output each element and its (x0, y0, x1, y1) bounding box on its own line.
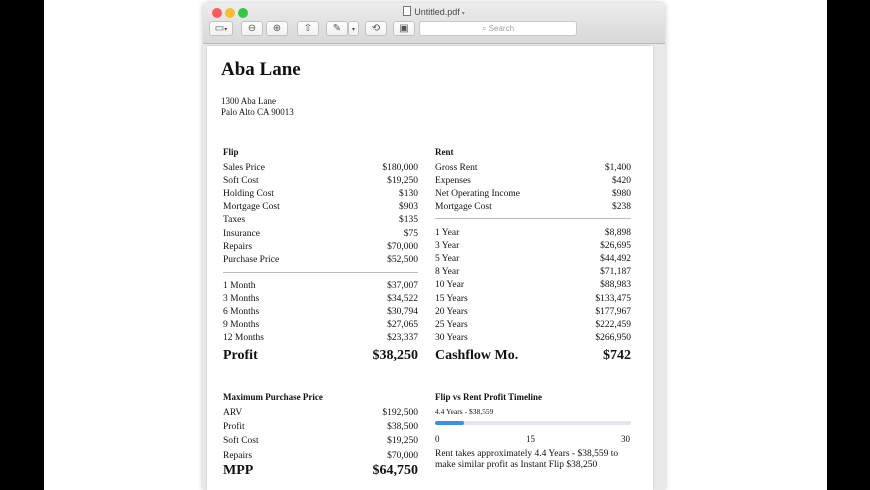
flip-profit-label: Profit (223, 348, 258, 363)
mpp-row (223, 435, 418, 448)
rent-cost-row (435, 201, 631, 214)
zoom-in-icon: ⊕ (272, 23, 282, 34)
toolbox-icon: ▣ (399, 23, 409, 34)
rent-year-row (435, 227, 631, 240)
timeline-progress-fill (435, 421, 464, 425)
rent-year-value: $266,950 (595, 332, 631, 343)
rent-year-label: 15 Years (435, 293, 468, 304)
preview-window (203, 3, 665, 490)
flip-month-label: 3 Months (223, 294, 260, 305)
timeline-tick-mid: 15 (526, 434, 535, 444)
rent-year-row (435, 332, 631, 345)
timeline-title: Flip vs Rent Profit Timeline (435, 392, 542, 402)
pdf-page (207, 46, 653, 490)
rent-year-row (435, 293, 631, 306)
mpp-total-label: MPP (223, 463, 254, 478)
rent-cost-value: $980 (612, 189, 631, 200)
flip-cost-value: $52,500 (387, 254, 418, 265)
rent-year-row (435, 253, 631, 266)
flip-cost-value: $180,000 (382, 163, 418, 173)
zoom-out-icon: ⊖ (247, 23, 257, 34)
rotate-button[interactable] (365, 21, 387, 36)
rent-year-row (435, 240, 631, 253)
flip-cost-value: $70,000 (387, 241, 418, 252)
rent-year-label: 3 Year (435, 241, 460, 252)
chevron-down-icon: ▾ (461, 11, 465, 17)
window-title[interactable] (203, 6, 665, 17)
flip-month-value: $23,337 (387, 333, 418, 344)
rent-year-row (435, 279, 631, 292)
sidebar-toggle-button[interactable] (209, 21, 233, 36)
flip-cost-label: Repairs (223, 241, 253, 252)
rent-year-row (435, 319, 631, 332)
flip-profit-total (223, 347, 418, 365)
flip-month-row (223, 319, 418, 332)
flip-cost-row (223, 201, 418, 214)
flip-cost-row (223, 254, 418, 267)
rent-year-value: $222,459 (595, 319, 631, 330)
rent-year-label: 30 Years (435, 332, 468, 343)
rent-cost-label: Net Operating Income (435, 189, 520, 200)
timeline-tick-start: 0 (435, 434, 440, 444)
rent-cashflow-value: $742 (603, 348, 631, 363)
flip-month-label: 9 Months (223, 320, 260, 331)
letterbox-right (827, 0, 870, 490)
flip-cost-value: $19,250 (387, 176, 418, 187)
flip-cost-label: Soft Cost (223, 176, 259, 187)
document-icon (403, 6, 411, 16)
rent-year-row (435, 266, 631, 279)
rent-cashflow-total (435, 347, 631, 365)
mpp-label: Repairs (223, 450, 253, 461)
flip-cost-row (223, 188, 418, 201)
mpp-row (223, 421, 418, 434)
search-icon: ⌕ (481, 24, 487, 33)
flip-cost-label: Holding Cost (223, 189, 274, 200)
rent-year-value: $26,695 (600, 241, 631, 252)
markup-menu-button[interactable] (348, 21, 359, 36)
flip-month-row (223, 306, 418, 319)
rent-year-value: $8,898 (604, 228, 631, 238)
rent-year-label: 1 Year (435, 228, 460, 238)
search-placeholder: Search (488, 24, 515, 33)
markup-button[interactable] (326, 21, 348, 36)
rent-cost-label: Gross Rent (435, 163, 478, 173)
flip-month-value: $30,794 (387, 307, 418, 318)
mpp-row (223, 450, 418, 463)
flip-cost-label: Purchase Price (223, 254, 280, 265)
flip-cost-value: $130 (399, 189, 418, 200)
mpp-value: $192,500 (382, 408, 418, 418)
rent-year-label: 25 Years (435, 319, 468, 330)
flip-cost-value: $135 (399, 215, 418, 226)
mpp-total-value: $64,750 (372, 463, 418, 478)
rent-year-label: 20 Years (435, 306, 468, 317)
zoom-out-button[interactable] (241, 21, 263, 36)
flip-cost-label: Sales Price (223, 163, 265, 173)
rent-year-label: 8 Year (435, 267, 460, 278)
rent-year-value: $88,983 (600, 280, 631, 291)
flip-cost-row (223, 214, 418, 227)
flip-divider (223, 272, 418, 273)
mpp-label: ARV (223, 408, 243, 418)
rent-cost-value: $420 (612, 176, 631, 187)
flip-month-value: $37,007 (387, 281, 418, 291)
timeline-tick-end: 30 (621, 434, 630, 444)
pen-icon: ✎ (332, 23, 342, 34)
rent-year-value: $71,187 (600, 267, 631, 278)
flip-profit-value: $38,250 (372, 348, 418, 363)
rent-year-row (435, 306, 631, 319)
chevron-down-icon: ▾ (351, 27, 355, 33)
rent-cost-label: Mortgage Cost (435, 202, 492, 213)
rent-year-value: $44,492 (600, 254, 631, 265)
zoom-in-button[interactable] (266, 21, 288, 36)
rent-cost-row (435, 175, 631, 188)
mpp-row (223, 407, 418, 420)
rent-divider (435, 218, 631, 219)
flip-cost-row (223, 241, 418, 254)
rent-cost-value: $1,400 (604, 163, 631, 173)
document-title: Aba Lane (221, 59, 301, 80)
mpp-label: Profit (223, 422, 245, 433)
mpp-value: $19,250 (387, 436, 418, 447)
letterbox-left (0, 0, 44, 490)
mpp-label: Soft Cost (223, 436, 259, 447)
mpp-value: $38,500 (387, 422, 418, 433)
flip-month-label: 1 Month (223, 281, 256, 291)
rent-cost-row (435, 162, 631, 175)
rent-year-label: 5 Year (435, 254, 460, 265)
timeline-caption: 4.4 Years - $38,559 (435, 407, 494, 416)
flip-month-value: $34,522 (387, 294, 418, 305)
address-line-1: 1300 Aba Lane (221, 96, 276, 106)
chevron-down-icon: ▾ (224, 27, 228, 33)
mpp-value: $70,000 (387, 450, 418, 461)
flip-cost-row (223, 162, 418, 175)
share-icon: ⇧ (303, 23, 313, 34)
rent-year-label: 10 Year (435, 280, 465, 291)
mpp-total (223, 462, 418, 480)
rent-year-value: $177,967 (595, 306, 631, 317)
titlebar (203, 3, 665, 44)
rent-cost-value: $238 (612, 202, 631, 213)
rent-cost-label: Expenses (435, 176, 471, 187)
rent-cost-row (435, 188, 631, 201)
flip-cost-label: Insurance (223, 228, 260, 239)
rent-year-value: $133,475 (595, 293, 631, 304)
flip-cost-label: Mortgage Cost (223, 202, 280, 213)
timeline-note: Rent takes approximately 4.4 Years - $38,559 to make similar profit as Instant Flip $38,250 (435, 449, 619, 470)
flip-month-row (223, 293, 418, 306)
rotate-icon: ⟲ (371, 23, 381, 34)
timeline-progress-track (435, 421, 631, 425)
flip-month-row (223, 332, 418, 345)
toolbox-button[interactable] (393, 21, 415, 36)
rent-cashflow-label: Cashflow Mo. (435, 348, 519, 363)
mpp-title: Maximum Purchase Price (223, 392, 323, 402)
flip-month-value: $27,065 (387, 320, 418, 331)
flip-month-row (223, 280, 418, 293)
flip-cost-row (223, 228, 418, 241)
flip-cost-label: Taxes (223, 215, 246, 226)
flip-cost-value: $903 (399, 202, 418, 213)
search-field[interactable] (419, 21, 577, 36)
flip-cost-value: $75 (403, 228, 418, 239)
flip-month-label: 12 Months (223, 333, 264, 344)
rent-title: Rent (435, 147, 454, 157)
flip-month-label: 6 Months (223, 307, 260, 318)
window-title-text: Untitled.pdf (414, 7, 460, 17)
sidebar-icon: ▭ (214, 23, 225, 34)
flip-title: Flip (223, 147, 239, 157)
flip-cost-row (223, 175, 418, 188)
share-button[interactable] (297, 21, 319, 36)
address-line-2: Palo Alto CA 90013 (221, 107, 294, 117)
